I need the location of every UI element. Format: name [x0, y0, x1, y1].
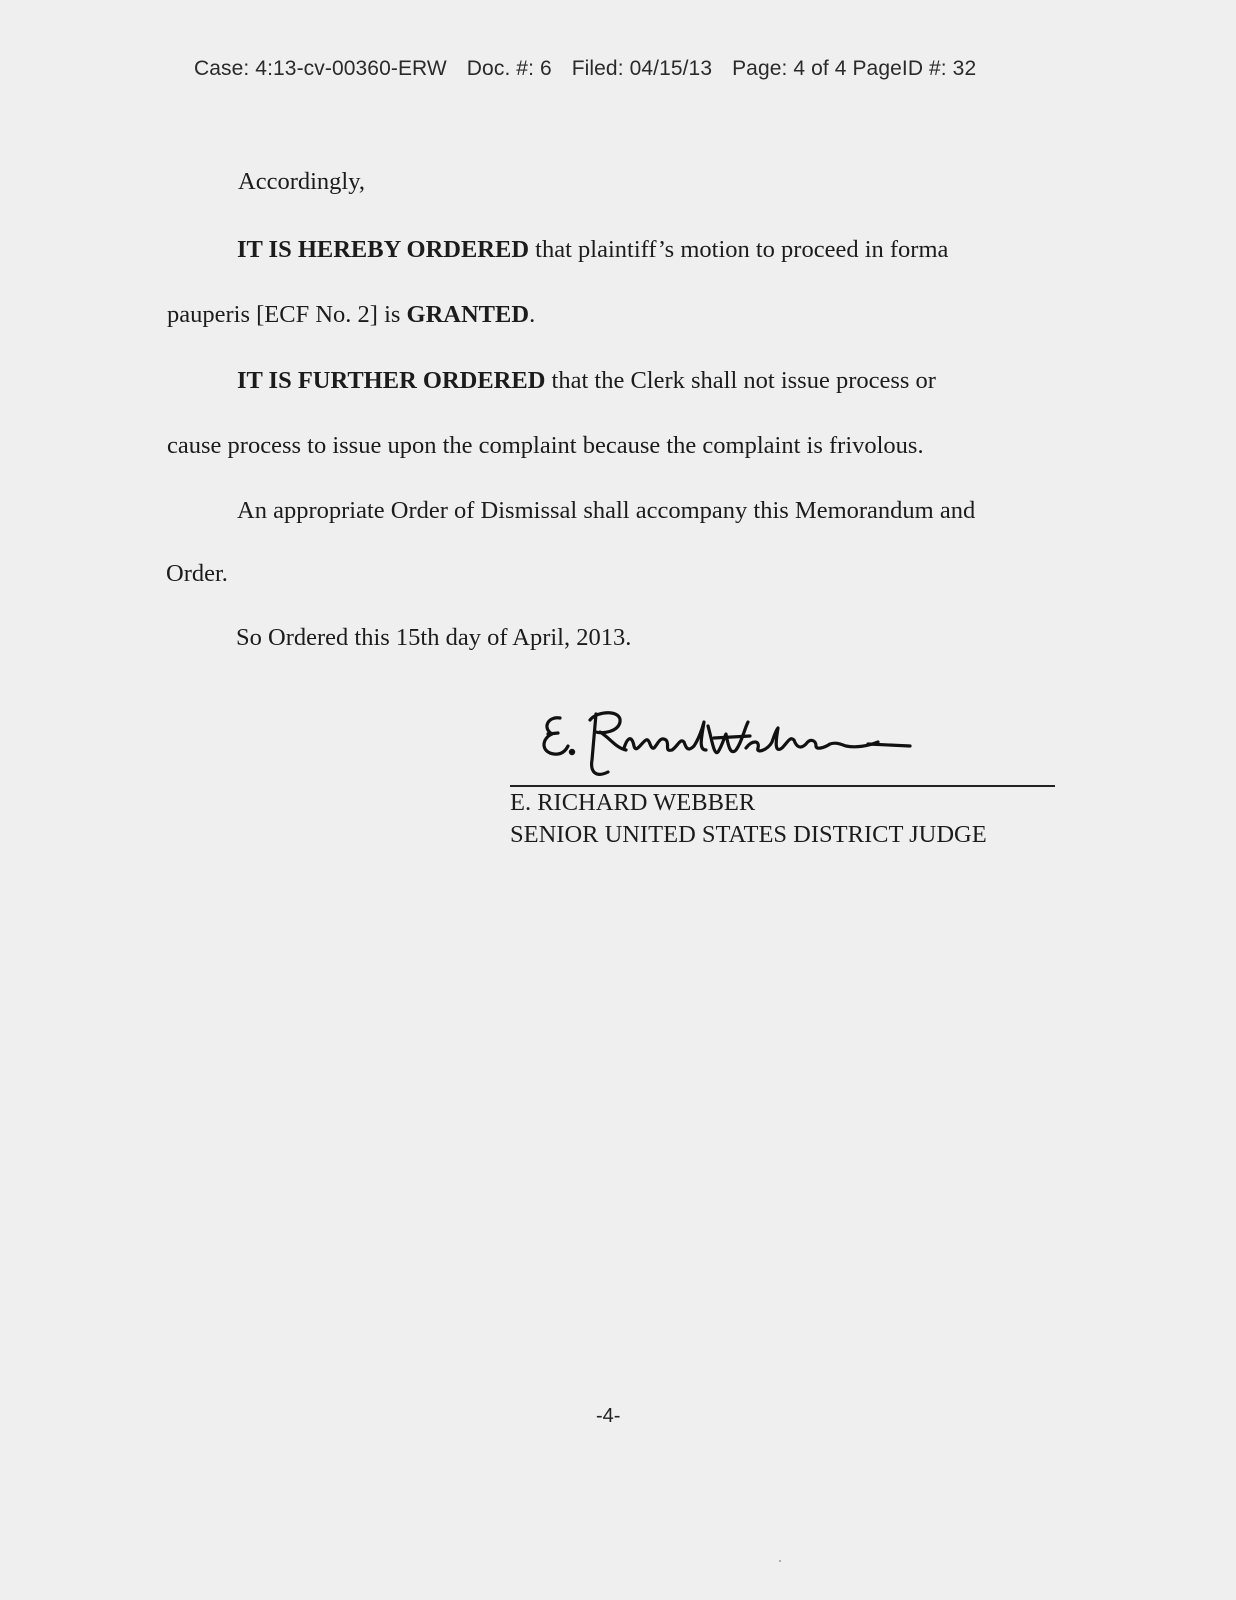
- dismissal-line2: Order.: [166, 560, 228, 587]
- so-ordered-text: So Ordered this 15th day of April, 2013.: [236, 624, 632, 651]
- judge-title: SENIOR UNITED STATES DISTRICT JUDGE: [510, 821, 987, 848]
- page-id: Page: 4 of 4 PageID #: 32: [732, 57, 977, 80]
- handwritten-signature: [538, 700, 928, 790]
- case-number: Case: 4:13-cv-00360-ERW: [194, 57, 447, 80]
- filed-date: Filed: 04/15/13: [571, 57, 713, 80]
- accordingly-text: Accordingly,: [238, 168, 365, 195]
- period: .: [529, 301, 536, 328]
- order-hereby-text: that plaintiff’s motion to proceed in forma: [529, 236, 949, 263]
- scan-speck: [779, 1560, 781, 1562]
- order-further-text: that the Clerk shall not issue process or: [545, 367, 936, 394]
- granted-text: GRANTED: [406, 301, 530, 328]
- doc-number: Doc. #: 6: [466, 57, 552, 80]
- case-header: [194, 57, 976, 81]
- signature-line: [510, 785, 1055, 787]
- order-hereby-line2: [167, 301, 535, 329]
- order-hereby-line1: [237, 236, 948, 264]
- page-number: -4-: [596, 1405, 621, 1427]
- order-further-line2: cause process to issue upon the complaint because the complaint is frivolous.: [167, 432, 924, 459]
- order-further-line1: [237, 367, 936, 395]
- dismissal-line1: An appropriate Order of Dismissal shall accompany this Memorandum and: [237, 497, 976, 524]
- order-hereby-heading: IT IS HEREBY ORDERED: [237, 236, 530, 263]
- order-further-heading: IT IS FURTHER ORDERED: [237, 367, 546, 394]
- order-hereby-text-2: pauperis [ECF No. 2] is: [167, 301, 407, 328]
- judge-name: E. RICHARD WEBBER: [510, 789, 756, 816]
